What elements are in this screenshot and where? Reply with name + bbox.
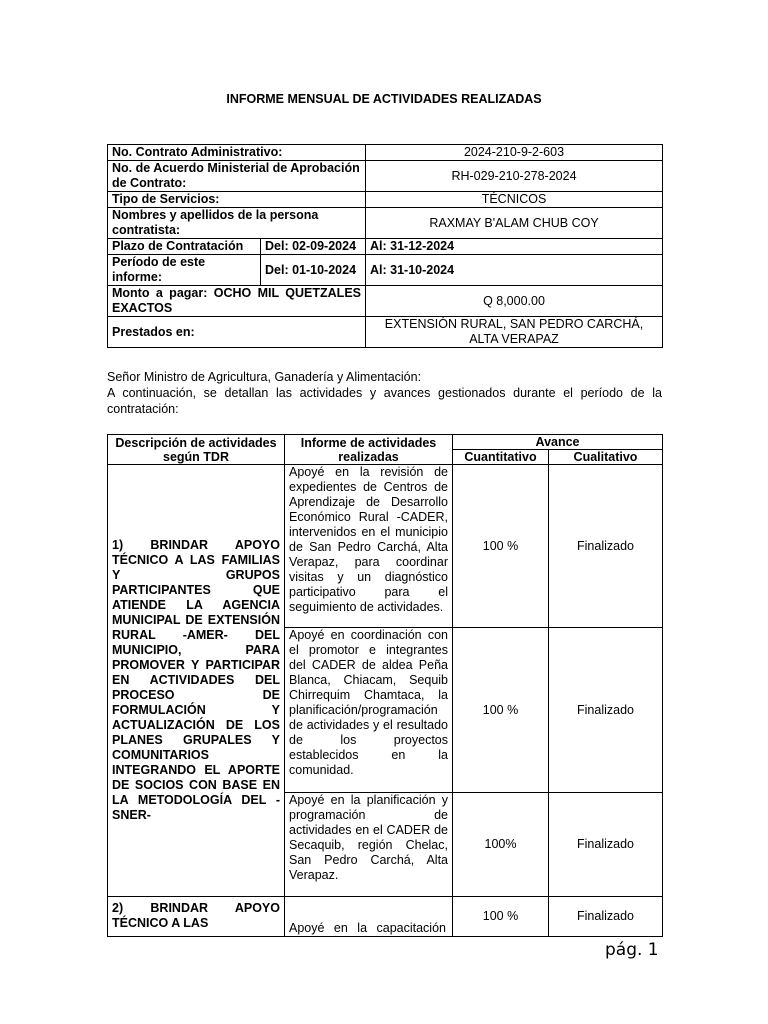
page-number: pág. 1	[605, 940, 659, 960]
plazo-label: Plazo de Contratación	[108, 239, 261, 255]
contrato-label: No. Contrato Administrativo:	[108, 145, 366, 161]
contrato-value: 2024-210-9-2-603	[366, 145, 663, 161]
activities-table	[107, 434, 663, 937]
activity-qualitative: Finalizado	[549, 628, 663, 793]
tipo-label: Tipo de Servicios:	[108, 192, 366, 208]
activity-quantitative: 100 %	[453, 628, 549, 793]
activity-report: Apoyé en la capacitación	[285, 897, 453, 937]
periodo-al: Al: 31-10-2024	[366, 255, 663, 286]
activity-qualitative: Finalizado	[549, 465, 663, 628]
intro-body: A continuación, se detallan las actividades y avances gestionados durante el período de la contratación:	[107, 386, 662, 416]
monto-value: Q 8,000.00	[366, 286, 663, 317]
header-descripcion: Descripción de actividades según TDR	[108, 435, 285, 465]
plazo-al: Al: 31-12-2024	[366, 239, 663, 255]
header-informe: Informe de actividades realizadas	[285, 435, 453, 465]
nombre-value: RAXMAY B'ALAM CHUB COY	[366, 208, 663, 239]
activity-qualitative: Finalizado	[549, 897, 663, 937]
plazo-del: Del: 02-09-2024	[261, 239, 366, 255]
intro-salutation: Señor Ministro de Agricultura, Ganadería y Alimentación:	[107, 370, 422, 384]
tipo-value: TÉCNICOS	[366, 192, 663, 208]
activity-report: Apoyé en la revisión de expedientes de Centros de Aprendizaje de Desarrollo Económico Rural -CADER, intervenidos en el municipio de San Pedro Carchá, Alta Verapaz, para coordinar visitas y un diagnóstico participativo para el seguimiento de actividades.	[285, 465, 453, 628]
acuerdo-value: RH-029-210-278-2024	[366, 161, 663, 192]
activity-report: Apoyé en la planificación y programación de actividades en el CADER de Secaquib, región Chelac, San Pedro Carchá, Alta Verapaz.	[285, 793, 453, 897]
header-avance: Avance	[453, 435, 663, 450]
activity-description: 1) BRINDAR APOYO TÉCNICO A LAS FAMILIAS Y GRUPOS PARTICIPANTES QUE ATIENDE LA AGENCIA MUNICIPAL DE EXTENSIÓN RURAL -AMER- DEL MUNICIPIO, PARA PROMOVER Y PARTICIPAR EN ACTIVIDADES DEL PROCESO DE FORMULACIÓN Y ACTUALIZACIÓN DE LOS PLANES GRUPALES Y COMUNITARIOS INTEGRANDO EL APORTE DE SOCIOS CON BASE EN LA METODOLOGÍA DEL -SNER-	[108, 465, 285, 897]
nombre-label: Nombres y apellidos de la persona contratista:	[108, 208, 366, 239]
activity-qualitative: Finalizado	[549, 793, 663, 897]
document-title: INFORME MENSUAL DE ACTIVIDADES REALIZADAS	[226, 92, 542, 106]
table-row	[108, 897, 663, 937]
header-cualitativo: Cualitativo	[549, 450, 663, 465]
prestados-label: Prestados en:	[108, 317, 366, 348]
activity-quantitative: 100 %	[453, 897, 549, 937]
acuerdo-label: No. de Acuerdo Ministerial de Aprobación de Contrato:	[108, 161, 366, 192]
contract-info-table	[107, 144, 663, 348]
prestados-value: EXTENSIÓN RURAL, SAN PEDRO CARCHÁ, ALTA VERAPAZ	[366, 317, 663, 348]
periodo-del: Del: 01-10-2024	[261, 255, 366, 286]
table-row	[108, 465, 663, 628]
activity-quantitative: 100 %	[453, 465, 549, 628]
intro-text	[107, 369, 662, 417]
activity-description: 2) BRINDAR APOYO TÉCNICO A LAS	[108, 897, 285, 937]
header-cuantitativo: Cuantitativo	[453, 450, 549, 465]
periodo-label: Período de este informe:	[108, 255, 261, 286]
monto-label: Monto a pagar: OCHO MIL QUETZALES EXACTOS	[108, 286, 366, 317]
activity-quantitative: 100%	[453, 793, 549, 897]
activity-report: Apoyé en coordinación con el promotor e integrantes del CADER de aldea Peña Blanca, Chiacam, Sequib Chirrequim Chamtaca, la planificación/programación de actividades y el resultado de los proyectos establecidos en la comunidad.	[285, 628, 453, 793]
